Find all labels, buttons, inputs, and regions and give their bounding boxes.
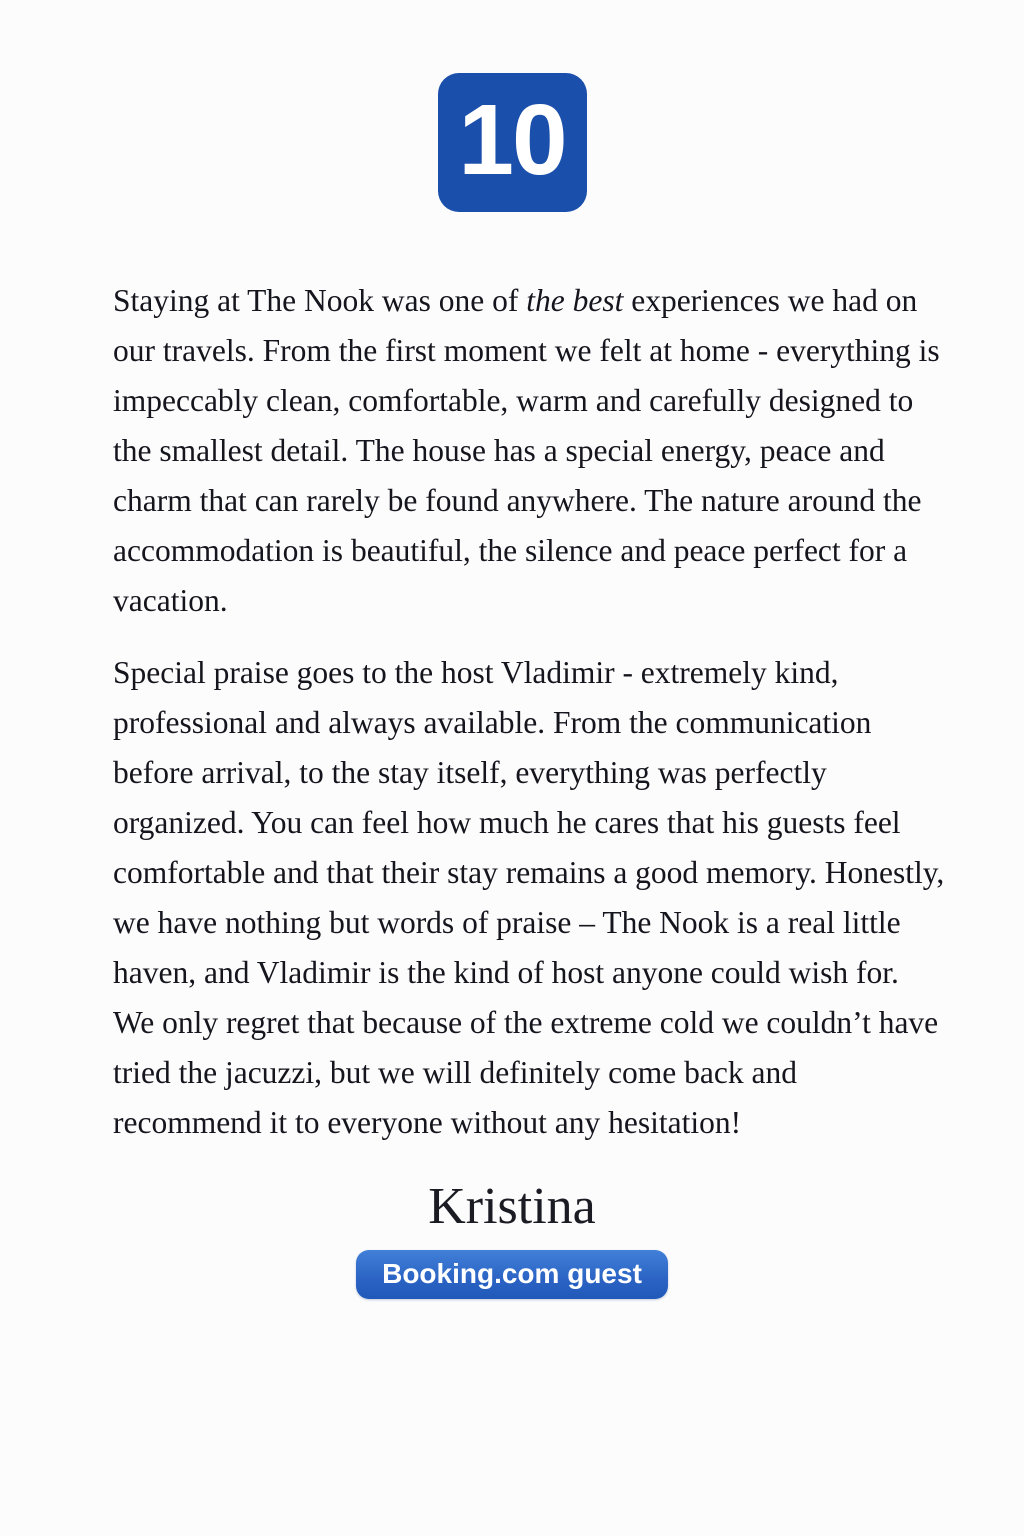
review-paragraph <box>113 648 946 1148</box>
booking-guest-badge: Booking.com guest <box>356 1250 668 1299</box>
score-value: 10 <box>458 83 566 196</box>
score-badge <box>438 73 587 212</box>
reviewer-name: Kristina <box>428 1178 596 1235</box>
review-text <box>0 276 1024 1148</box>
review-segment: Special praise goes to the host Vladimir - extremely kind, professional and always available. From the communication before arrival, to the stay itself, everything was perfectly organized. You can feel how much he cares that his guests feel comfortable and that their stay remains a good memory. Honestly, we have nothing but words of praise – The Nook is a real little haven, and Vladimir is the kind of host anyone could wish for. We only regret that because of the extreme cold we couldn’t have tried the jacuzzi, but we will definitely come back and recommend it to everyone without any hesitation! <box>113 655 945 1140</box>
review-segment: Staying at The Nook was one of <box>113 283 527 318</box>
review-segment-italic: the best <box>526 283 624 318</box>
badge-row <box>0 1250 1024 1299</box>
review-segment: experiences we had on our travels. From the first moment we felt at home - everything is impeccably clean, comfortable, warm and carefully designed to the smallest detail. The house has a special energy, peace and charm that can rarely be found anywhere. The nature around the accommodation is beautiful, the silence and peace perfect for a vacation. <box>113 283 940 618</box>
review-paragraph <box>113 276 946 626</box>
